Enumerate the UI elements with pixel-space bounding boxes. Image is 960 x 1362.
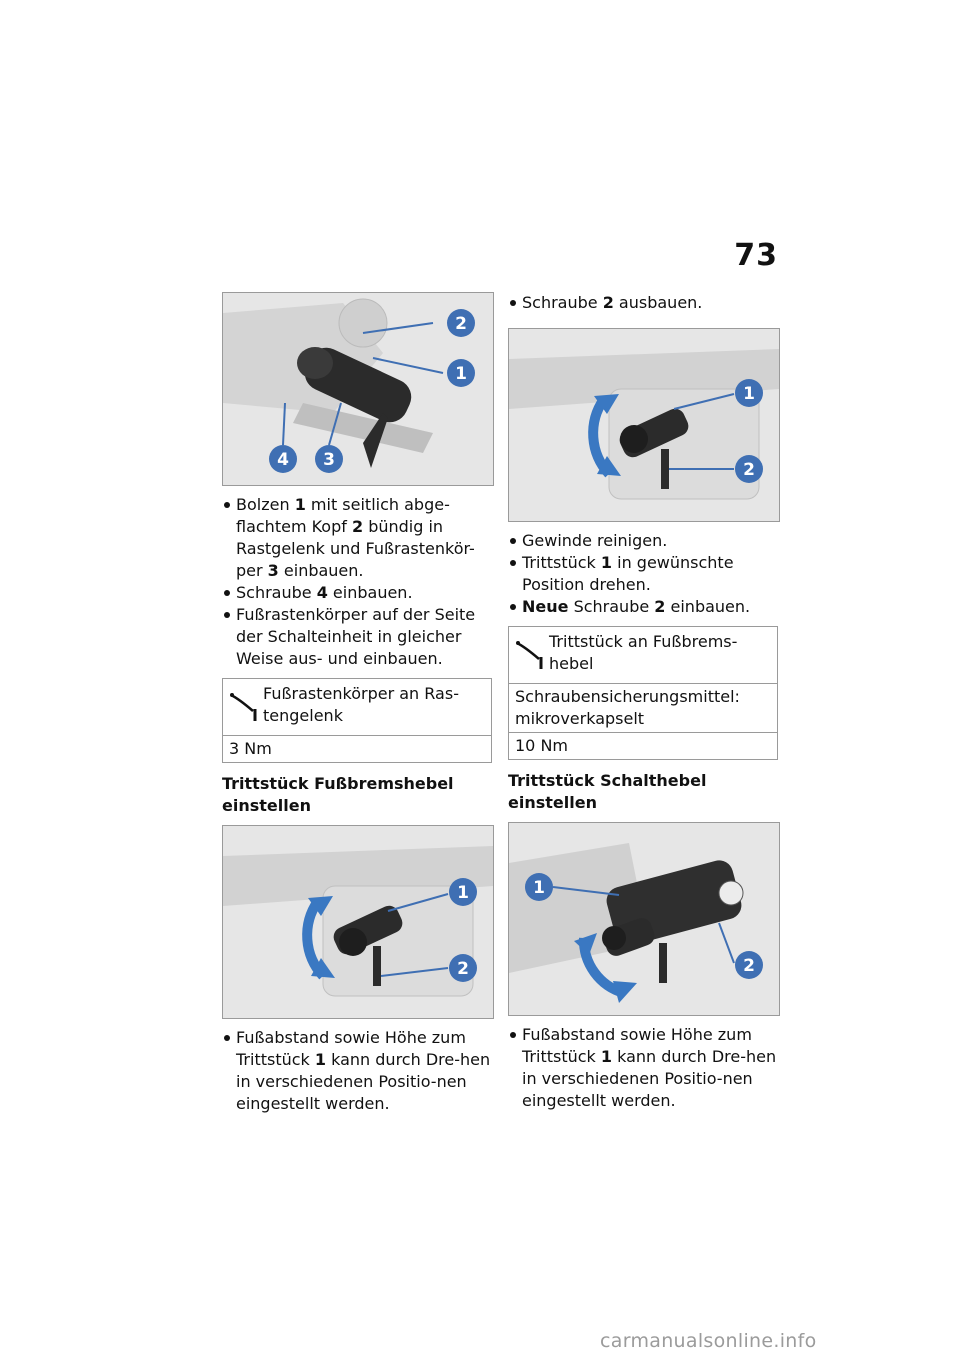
- figure-shift-lever-adjust: [508, 822, 780, 1016]
- watermark: carmanualsonline.info: [600, 1330, 817, 1352]
- right-column: [508, 292, 780, 1112]
- callout-2: [735, 951, 763, 979]
- spec-label: Trittstück an Fußbrems-hebel: [549, 632, 738, 673]
- svg-text:3: 3: [323, 450, 335, 470]
- callout-1: [735, 379, 763, 407]
- spec-value: 10 Nm: [515, 736, 568, 755]
- callout-1: [525, 873, 553, 901]
- figure-brake-pedal-adjust: [222, 825, 494, 1019]
- list-item: Schraube 4 einbauen.: [222, 582, 494, 604]
- svg-text:2: 2: [743, 460, 755, 480]
- list-item: Trittstück 1 in gewünschte Position drehen.: [508, 552, 780, 596]
- torque-wrench-icon: [229, 683, 263, 729]
- svg-text:1: 1: [457, 883, 469, 903]
- bullet-list-reinstall: [508, 530, 780, 618]
- svg-text:2: 2: [455, 314, 467, 334]
- list-item: Schraube 2 ausbauen.: [508, 292, 780, 314]
- bullet-list-install: [222, 494, 494, 670]
- list-item: Fußrastenkörper auf der Seite der Schalteinheit in gleicher Weise aus- und einbauen.: [222, 604, 494, 670]
- callout-1: [447, 359, 475, 387]
- section-heading: Trittstück Schalthebel einstellen: [508, 771, 707, 812]
- callout-3: [315, 445, 343, 473]
- bullet-list-brake: [222, 1027, 494, 1115]
- callout-2: [735, 455, 763, 483]
- spec-value: 3 Nm: [229, 739, 272, 758]
- left-column: [222, 292, 494, 1115]
- torque-spec-table: [222, 678, 492, 763]
- bullet-list-shift: [508, 1024, 780, 1112]
- list-item: Fußabstand sowie Höhe zum Trittstück 1 kann durch Dre-hen in verschiedenen Positio-nen eingestellt werden.: [222, 1027, 494, 1115]
- list-item: Bolzen 1 mit seitlich abge-flachtem Kopf 2 bündig in Rastgelenk und Fußrastenkör-per 3 einbauen.: [222, 494, 494, 582]
- list-item: Gewinde reinigen.: [508, 530, 780, 552]
- svg-text:1: 1: [743, 384, 755, 404]
- section-heading: Trittstück Fußbremshebel einstellen: [222, 774, 454, 815]
- list-item: Neue Schraube 2 einbauen.: [508, 596, 780, 618]
- svg-text:1: 1: [455, 364, 467, 384]
- spec-value: Schraubensicherungsmittel: mikroverkapselt: [509, 684, 777, 733]
- page-number: 73: [734, 238, 778, 273]
- figure-screw-removal: [508, 328, 780, 522]
- callout-2: [447, 309, 475, 337]
- figure-footrest-assembly: [222, 292, 494, 486]
- svg-text:2: 2: [457, 959, 469, 979]
- svg-text:2: 2: [743, 956, 755, 976]
- callout-4: [269, 445, 297, 473]
- torque-spec-table: [508, 626, 778, 760]
- list-item: Fußabstand sowie Höhe zum Trittstück 1 kann durch Dre-hen in verschiedenen Positio-nen eingestellt werden.: [508, 1024, 780, 1112]
- torque-wrench-icon: [515, 631, 549, 677]
- bullet-list-remove: [508, 292, 780, 314]
- callout-2: [449, 954, 477, 982]
- spec-label: Fußrastenkörper an Ras-tengelenk: [263, 684, 459, 725]
- callout-1: [449, 878, 477, 906]
- svg-text:4: 4: [277, 450, 289, 470]
- svg-text:1: 1: [533, 878, 545, 898]
